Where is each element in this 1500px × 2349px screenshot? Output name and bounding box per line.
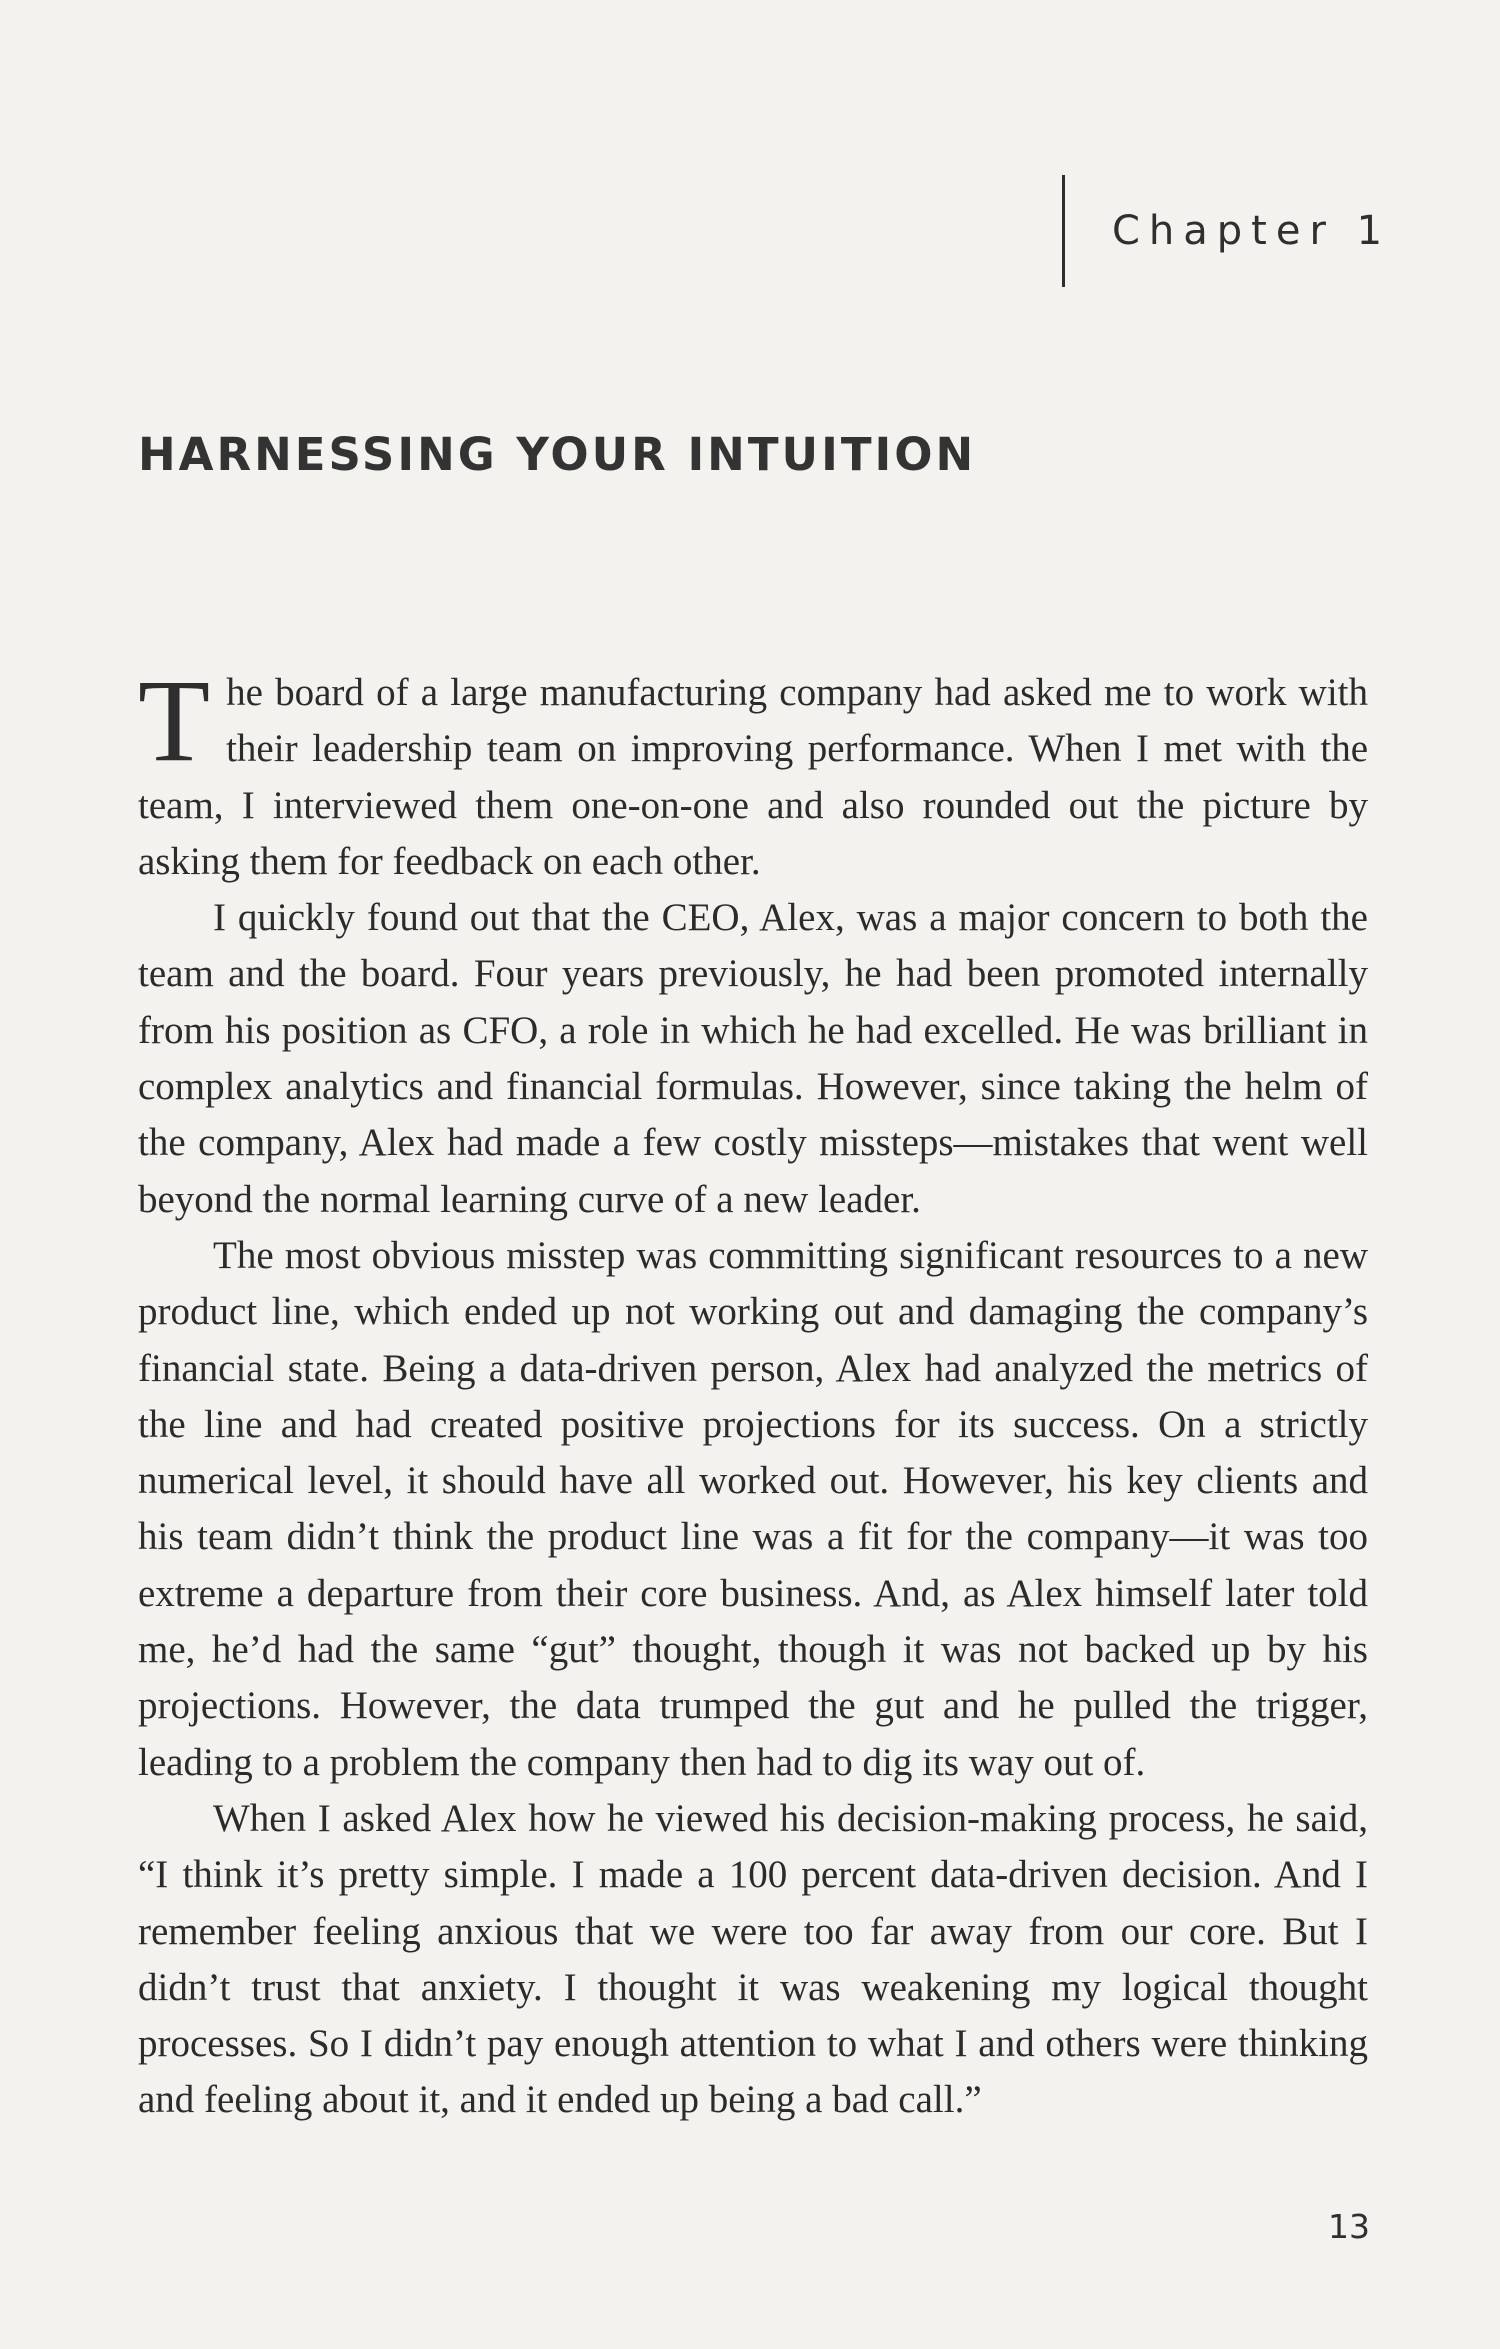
paragraph-2: I quickly found out that the CEO, Alex, was a major concern to both the team and the board. Four years previously, he had been promoted internally from his position as CFO, a role in which he had excelled. He was brilliant in complex analytics and financial formulas. However, since taking the helm of the company, Alex had made a few costly missteps—mistakes that went well beyond the normal learning curve of a new leader. <box>138 896 1368 1221</box>
paragraph-3: The most obvious misstep was committing significant resources to a new product line, which ended up not working out and damaging the company’s financial state. Being a data-driven person, Alex had analyzed the metrics of the line and had created positive projections for its success. On a strictly numerical level, it should have all worked out. However, his key clients and his team didn’t think the product line was a fit for the company—it was too extreme a departure from their core business. And, as Alex himself later told me, he’d had the same “gut” thought, though it was not backed up by his projections. However, the data trumped the gut and he pulled the trigger, leading to a problem the company then had to dig its way out of. <box>138 1233 1368 1784</box>
chapter-title: HARNESSING YOUR INTUITION <box>138 428 977 481</box>
body-text <box>138 655 1368 2129</box>
chapter-label: Chapter 1 <box>1112 208 1392 254</box>
chapter-divider-rule <box>1062 175 1065 287</box>
paragraph-1-text: he board of a large manufacturing company had asked me to work with their leadership team on improving performance. When I met with the team, I interviewed them one-on-one and also rounded out the picture by asking them for feedback on each other. <box>138 671 1368 883</box>
page-number: 13 <box>1328 2207 1370 2246</box>
paragraph-1 <box>138 655 1368 890</box>
drop-cap: T <box>138 655 211 786</box>
paragraph-4: When I asked Alex how he viewed his decision-making process, he said, “I think it’s pretty simple. I made a 100 percent data-driven decision. And I remember feeling anxious that we were too far away from our core. But I didn’t trust that anxiety. I thought it was weakening my logical thought processes. So I didn’t pay enough attention to what I and others were thinking and feeling about it, and it ended up being a bad call.” <box>138 1796 1368 2122</box>
